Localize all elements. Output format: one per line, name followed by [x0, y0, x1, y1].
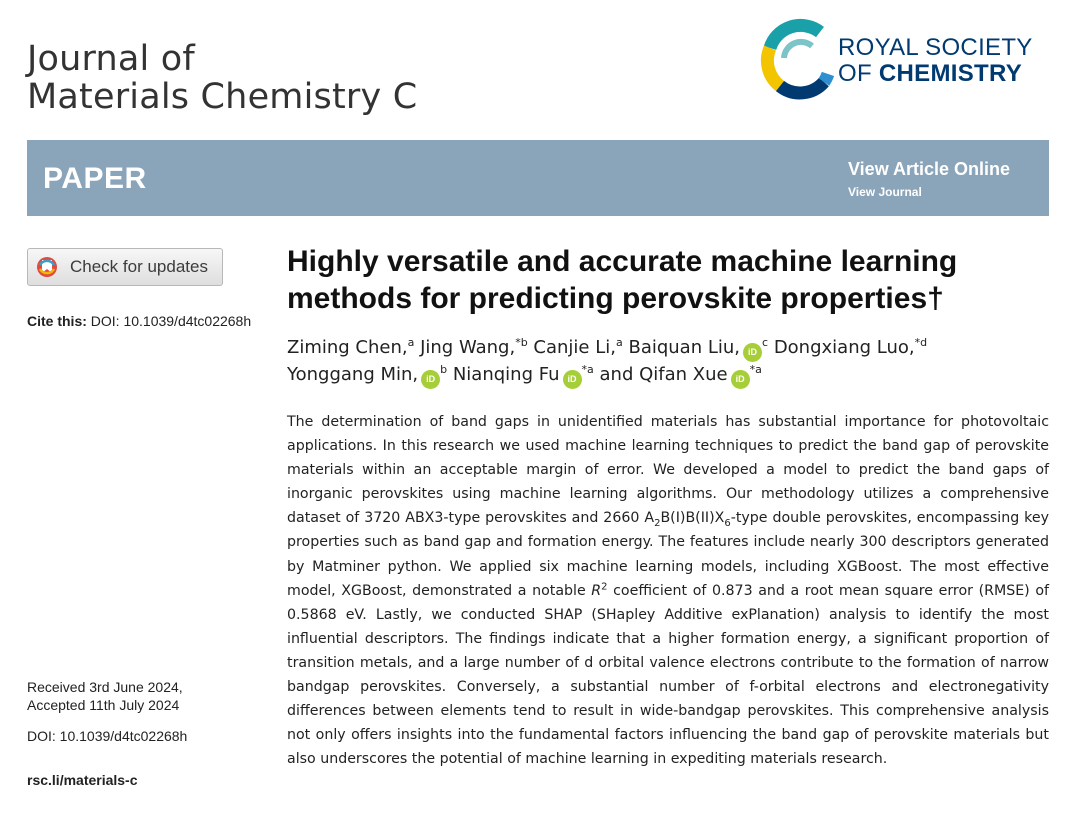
view-journal-link[interactable]: View Journal: [848, 185, 922, 199]
abstract: [287, 410, 1049, 771]
orcid-icon[interactable]: iD: [743, 343, 762, 362]
r-symbol: R: [591, 582, 602, 599]
author[interactable]: Dongxiang Luo,$^{*d}$: [773, 336, 928, 358]
rsc-line2-bold: CHEMISTRY: [878, 60, 1023, 87]
cite-prefix: Cite this:: [27, 313, 87, 329]
article-doi[interactable]: DOI: 10.1039/d4tc02268h: [27, 728, 188, 744]
author-conjunction: and: [599, 364, 634, 385]
cite-this: [27, 313, 251, 329]
orcid-icon[interactable]: iD: [563, 370, 582, 389]
cite-doi[interactable]: DOI: 10.1039/d4tc02268h: [90, 313, 252, 329]
received-date: Received 3rd June 2024,: [27, 679, 183, 695]
abstract-part-3: coefficient of 0.873 and a root mean square error (RMSE) of 0.5868 eV. Lastly, we conducted SHAP (SHapley Additive exPlanation) analysis to identify the most influential descriptors. The findings indicate that a higher formation energy, a significant proportion of transition metals, and a large number of d orbital valence electrons contribute to the formation of narrow bandgap perovskites. Conversely, a substantial number of f-orbital electrons and electronegativity differences between elements tend to result in wide-bandgap perovskites. This comprehensive analysis not only offers insights into the fundamental factors influencing the band gap of perovskite materials but also underscores the potential of machine learning in expediting materials research.: [287, 582, 1049, 768]
journal-short-link[interactable]: rsc.li/materials-c: [27, 772, 138, 788]
article-history: [27, 678, 183, 714]
formula-a-subscript: 2: [654, 518, 661, 530]
abstract-part-2: -type double perovskites, encompassing key properties such as band gap and formation energy. The features include nearly 300 descriptors generated by Matminer python. We applied six machine learning models, including XGBoost. The most effective model, XGBoost, demonstrated a notable: [287, 510, 1049, 599]
journal-title: [27, 40, 417, 116]
check-for-updates-button[interactable]: [27, 248, 223, 286]
author[interactable]: Qifan Xue $iD^{*a}$: [639, 364, 762, 385]
paper-label: PAPER: [43, 162, 147, 195]
author[interactable]: Yonggang Min, $iD^b$: [287, 364, 447, 385]
rsc-line2-prefix: OF: [838, 60, 879, 87]
crossmark-icon: [36, 256, 58, 278]
journal-title-line2: Materials Chemistry C: [27, 77, 418, 117]
orcid-icon[interactable]: iD: [421, 370, 440, 389]
rsc-line1: ROYAL SOCIETY: [838, 34, 1033, 61]
paper-banner: [27, 140, 1049, 216]
rsc-logo[interactable]: [760, 18, 1060, 102]
accepted-date: Accepted 11th July 2024: [27, 697, 180, 713]
author-list: [287, 335, 1047, 389]
orcid-icon[interactable]: iD: [731, 370, 750, 389]
check-for-updates-label: Check for updates: [70, 257, 208, 276]
view-article-online-link[interactable]: View Article Online: [848, 159, 1011, 179]
journal-title-line1: Journal of: [27, 39, 195, 79]
rsc-ring-icon: [760, 18, 834, 102]
author[interactable]: Canjie Li,$^a$: [533, 336, 623, 358]
rsc-line2: [838, 61, 1033, 87]
author[interactable]: Nianqing Fu $iD^{*a}$: [453, 364, 594, 385]
abstract-part-1: The determination of band gaps in unidentified materials has substantial importance for photovoltaic applications. In this research we used machine learning techniques to predict the band gap of perovskite materials within an acceptable margin of error. We developed a model to predict the band gaps of inorganic perovskites using machine learning algorithms. Our methodology utilizes a comprehensive dataset of 3720 ABX3-type perovskites and 2660: [287, 414, 1049, 527]
author[interactable]: Baiquan Liu, $iD^c$: [628, 337, 768, 358]
author[interactable]: Jing Wang,$^{*b}$: [420, 336, 528, 358]
formula-a: A: [644, 510, 655, 527]
article-title: Highly versatile and accurate machine learning methods for predicting perovskite properties†: [287, 245, 958, 315]
formula-x-subscript: 6: [724, 518, 731, 530]
author[interactable]: Ziming Chen,$^a$: [287, 336, 415, 358]
r-superscript: 2: [601, 580, 608, 592]
formula-mid: B(I)B(II)X: [660, 510, 725, 527]
rsc-wordmark: [838, 35, 1033, 87]
